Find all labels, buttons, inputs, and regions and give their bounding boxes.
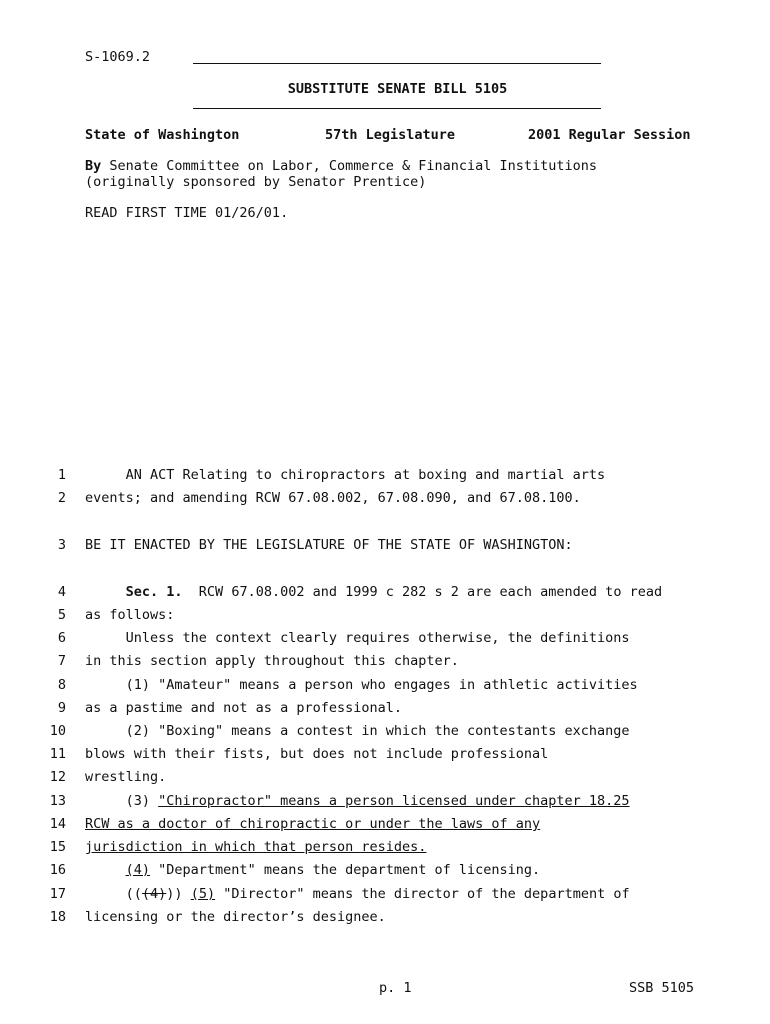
body-line-17 xyxy=(85,886,630,902)
line-number: 13 xyxy=(49,793,66,809)
read-first-time: READ FIRST TIME 01/26/01. xyxy=(85,205,289,221)
enacting-clause: BE IT ENACTED BY THE LEGISLATURE OF THE STATE OF WASHINGTON: xyxy=(85,537,573,553)
session-label: 2001 Regular Session xyxy=(528,127,691,143)
legislature-label: 57th Legislature xyxy=(325,127,456,143)
inserted-number: (5) xyxy=(190,886,216,902)
footer-bill-id: SSB 5105 xyxy=(629,980,695,996)
body-line-4 xyxy=(85,584,662,600)
body-line-8: (1) "Amateur" means a person who engages in athletic activities xyxy=(85,677,638,693)
body-line-11: blows with their fists, but does not include professional xyxy=(85,746,549,762)
inserted-text: jurisdiction in which that person resides. xyxy=(85,839,427,855)
line-number: 16 xyxy=(49,862,66,878)
inserted-text: RCW as a doctor of chiropractic or under the laws of any xyxy=(85,816,541,832)
bill-code: S-1069.2 xyxy=(85,49,151,65)
body-line-6: Unless the context clearly requires otherwise, the definitions xyxy=(85,630,630,646)
header-rule-top xyxy=(193,63,601,64)
definition-text: "Director" means the director of the department of xyxy=(215,886,630,902)
inserted-text: "Chiropractor" means a person licensed under chapter 18.25 xyxy=(158,793,630,809)
body-line-5: as follows: xyxy=(85,607,175,623)
line-number: 11 xyxy=(49,746,66,762)
body-line-2: events; and amending RCW 67.08.002, 67.08.090, and 67.08.100. xyxy=(85,490,581,506)
deletion-close: )) xyxy=(166,886,191,902)
line-number: 7 xyxy=(57,653,66,669)
line-number: 8 xyxy=(57,677,66,693)
page-number: p. 1 xyxy=(379,980,412,996)
sponsor-committee: Senate Committee on Labor, Commerce & Financial Institutions xyxy=(101,158,598,174)
indent xyxy=(85,584,126,600)
line-number: 2 xyxy=(57,490,66,506)
indent xyxy=(85,862,126,878)
section-heading: Sec. 1. xyxy=(125,584,183,600)
body-line-18: licensing or the director’s designee. xyxy=(85,909,386,925)
line-number: 6 xyxy=(57,630,66,646)
line-number: 1 xyxy=(57,467,66,483)
header-rule-bottom xyxy=(193,108,601,109)
body-line-1: AN ACT Relating to chiropractors at boxing and martial arts xyxy=(85,467,606,483)
deletion-open: (( xyxy=(85,886,142,902)
line-number: 5 xyxy=(57,607,66,623)
body-line-9: as a pastime and not as a professional. xyxy=(85,700,402,716)
section-text: RCW 67.08.002 and 1999 c 282 s 2 are each amended to read xyxy=(182,584,663,600)
inserted-number: (4) xyxy=(125,862,151,878)
sponsor-line-2: (originally sponsored by Senator Prentice) xyxy=(85,174,427,190)
by-label: By xyxy=(85,158,102,174)
line-number: 12 xyxy=(49,769,66,785)
body-line-13 xyxy=(85,793,630,809)
sponsor-line-1 xyxy=(85,158,597,174)
line-number: 9 xyxy=(57,700,66,716)
line-number: 4 xyxy=(57,584,66,600)
line-number: 18 xyxy=(49,909,66,925)
line-number: 15 xyxy=(49,839,66,855)
line-number: 17 xyxy=(49,886,66,902)
bill-title: SUBSTITUTE SENATE BILL 5105 xyxy=(287,81,508,97)
body-line-16 xyxy=(85,862,540,878)
body-line-10: (2) "Boxing" means a contest in which the contestants exchange xyxy=(85,723,630,739)
line-number: 14 xyxy=(49,816,66,832)
list-marker: (3) xyxy=(85,793,159,809)
state-label: State of Washington xyxy=(85,127,240,143)
deleted-number: (4) xyxy=(141,886,167,902)
body-line-7: in this section apply throughout this chapter. xyxy=(85,653,459,669)
definition-text: "Department" means the department of licensing. xyxy=(150,862,541,878)
line-number: 3 xyxy=(57,537,66,553)
line-number: 10 xyxy=(49,723,66,739)
body-line-12: wrestling. xyxy=(85,769,167,785)
